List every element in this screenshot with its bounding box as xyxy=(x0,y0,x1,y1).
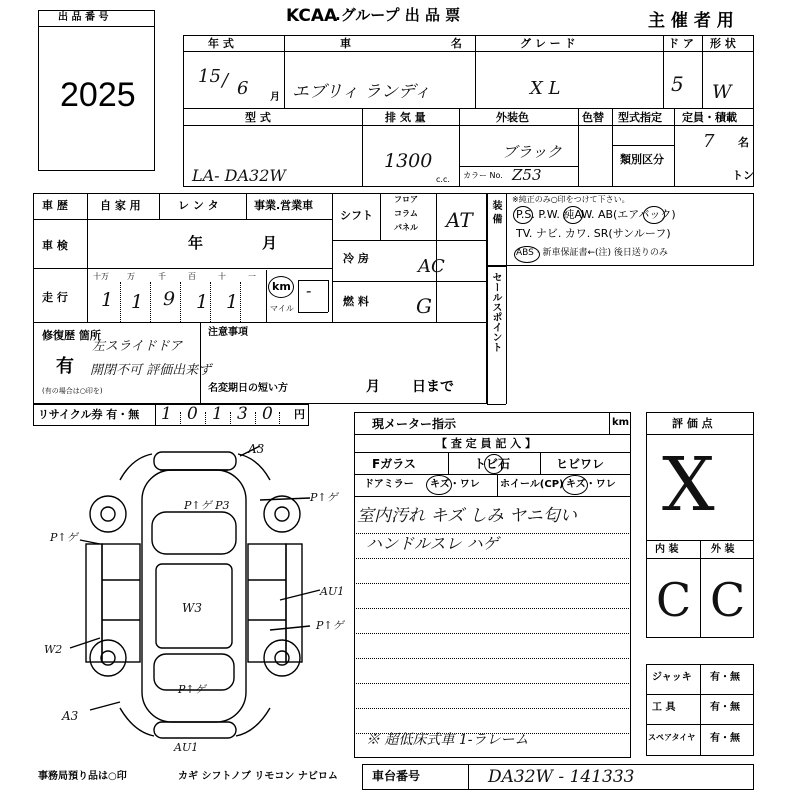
interior-value: C xyxy=(656,573,692,627)
car-damage-diagram xyxy=(60,440,360,760)
door-value: 5 xyxy=(671,72,684,96)
damage-mark-au1-rear: AU1 xyxy=(174,741,199,754)
year-column-header: 年 式 xyxy=(208,37,234,50)
recycle-unit: 円 xyxy=(294,408,305,421)
inspector-note-1: 室内汚れ キズ しみ ヤニ匂い xyxy=(357,506,577,526)
tool-label: 工 具 xyxy=(652,702,676,713)
shift-panel-option[interactable]: パネル xyxy=(394,223,418,232)
displacement-column-header: 排 気 量 xyxy=(385,111,426,124)
digit-label-10k: 万 xyxy=(127,272,135,281)
damage-mark-left-w2: W2 xyxy=(44,643,63,656)
office-items: カギ シフトノブ リモコン ナビロム xyxy=(178,771,338,782)
color-no-value: Z53 xyxy=(512,166,542,184)
fuel-value: G xyxy=(416,294,432,318)
class-header: 類別区分 xyxy=(620,153,664,166)
history-label: 車 歴 xyxy=(42,199,68,212)
mileage-label: 走 行 xyxy=(42,291,68,304)
digit-label-10: 十 xyxy=(218,272,226,281)
spare-tire-status[interactable]: 有・無 xyxy=(710,733,740,744)
color-value: ブラック xyxy=(502,143,562,161)
attention-label: 注意事項 xyxy=(208,327,248,338)
car-left-side xyxy=(102,544,140,662)
damage-mark-a3-top: A3 xyxy=(248,442,265,456)
jack-status[interactable]: 有・無 xyxy=(710,672,740,683)
name-column-header: 車 名 xyxy=(340,37,510,50)
wheel-label: ホイール(CP) xyxy=(500,479,564,490)
name-change-month: 月 xyxy=(366,379,380,395)
chip-label: トビ石 xyxy=(474,457,511,471)
fuel-label: 燃 料 xyxy=(343,295,369,308)
wheel-rear-right xyxy=(264,640,300,676)
brand-logo: KCAA xyxy=(286,6,338,26)
recycle-digit-2: 0 xyxy=(187,404,198,424)
mileage-digit-3: 9 xyxy=(163,288,176,310)
repair-history-label: 修復歴 箇所 xyxy=(42,329,101,342)
damage-mark-a3-rear: A3 xyxy=(62,709,79,723)
km-unit: km xyxy=(272,280,291,293)
door-column-header: ド ア xyxy=(668,37,694,50)
mile-unit: マイル xyxy=(270,304,294,313)
damage-mark-left-side: P↑ゲ xyxy=(50,531,78,544)
repair-location-2: 開閉不可 評価出来ず xyxy=(90,363,212,378)
month-value: 6 xyxy=(237,78,249,99)
model-column-header: 型 式 xyxy=(245,111,271,124)
rating-value: X xyxy=(662,442,715,528)
windshield-label: Fガラス xyxy=(372,457,416,471)
chassis-value: DA32W - 141333 xyxy=(488,767,635,787)
shape-value: W xyxy=(712,81,732,103)
organizer-label: 主 催 者 用 xyxy=(648,11,734,31)
mileage-digit-2: 1 xyxy=(131,291,144,313)
shaken-year-unit: 年 xyxy=(188,234,204,252)
shaken-month-unit: 月 xyxy=(262,234,278,252)
equipment-line-2: TV. ナビ. カワ. SR(サンルーフ) xyxy=(516,227,671,240)
lot-number: 2025 xyxy=(60,76,136,114)
inspector-title: 【 査 定 員 記 入 】 xyxy=(436,437,536,450)
capacity-value: 7 xyxy=(703,131,715,152)
repair-note-small: (有の場合は○印を) xyxy=(42,387,103,395)
car-name-value: エブリィ ランディ xyxy=(292,82,431,102)
month-unit: 月 xyxy=(270,92,280,103)
spare-tire-label: スペアタイヤ xyxy=(648,733,696,742)
recycle-digit-3: 1 xyxy=(212,404,223,424)
displacement-unit: c.c. xyxy=(436,175,450,184)
digit-label-100k: 十万 xyxy=(93,272,109,281)
damage-mark-roof-front: P↑ゲ P3 xyxy=(184,499,230,512)
chassis-label: 車台番号 xyxy=(372,769,421,783)
crack-label: ヒビワレ xyxy=(556,457,605,471)
year-slash: / xyxy=(222,70,229,91)
digit-label-1: 一 xyxy=(248,272,256,281)
damage-mark-right-rear: P↑ゲ xyxy=(316,619,344,632)
business-option[interactable]: 事業.営業車 xyxy=(254,199,314,212)
exterior-label: 外 装 xyxy=(711,544,735,555)
repair-location: 左スライドドア xyxy=(92,339,183,354)
shaken-label: 車 検 xyxy=(42,239,68,252)
mileage-digit-1: 1 xyxy=(101,289,114,311)
name-change-label: 名変期日の短い方 xyxy=(208,383,288,394)
digit-label-1k: 千 xyxy=(158,272,166,281)
color-column-header: 外装色 xyxy=(496,111,529,124)
inspector-note-2: ハンドルスレ ハゲ xyxy=(366,534,499,553)
shift-label: シフト xyxy=(340,209,373,222)
car-right-side xyxy=(248,544,286,662)
recycle-digit-4: 3 xyxy=(237,404,248,424)
grade-value: X L xyxy=(530,78,561,99)
load-unit: トン xyxy=(732,169,754,182)
wheel-state: キズ・ワレ xyxy=(566,479,616,490)
damage-mark-right-au1: AU1 xyxy=(320,585,345,598)
capacity-header: 定員・積載 xyxy=(682,111,737,124)
door-mirror-label: ドアミラー xyxy=(364,479,414,490)
displacement-value: 1300 xyxy=(384,150,433,172)
inspector-note-3: ※ 超低床式車 1-ラレーム xyxy=(366,732,529,748)
car-windshield xyxy=(152,512,236,554)
mirror-state: キズ・ワレ xyxy=(430,479,480,490)
damage-mark-roof-w3: W3 xyxy=(182,601,202,615)
equipment-line-3: ABS · 新車保証書←(注) 後日送りのみ xyxy=(516,248,668,258)
interior-label: 内 装 xyxy=(655,544,679,555)
wheel-rear-left xyxy=(90,640,126,676)
damage-mark-rear: P↑ゲ xyxy=(178,683,206,696)
capacity-unit: 名 xyxy=(738,136,749,149)
meter-unit: km xyxy=(612,417,630,428)
equipment-note: ※純正のみ○印をつけて下さい。 xyxy=(512,195,630,204)
shift-column-option[interactable]: コラム xyxy=(394,209,418,218)
private-use-option[interactable]: 自 家 用 xyxy=(100,199,141,212)
recycle-label: リサイクル券 有・無 xyxy=(38,408,140,421)
ac-value: AC xyxy=(418,256,445,277)
ac-label: 冷 房 xyxy=(343,252,369,265)
sales-point-label: セールスポイント xyxy=(490,272,501,352)
exterior-value: C xyxy=(710,573,746,627)
grade-column-header: グ レ ー ド xyxy=(520,37,576,50)
digit-label-100: 百 xyxy=(188,272,196,281)
recycle-digit-1: 1 xyxy=(161,404,172,424)
color-no-label: カラー No. xyxy=(463,171,503,180)
mileage-digit-4: 1 xyxy=(196,291,209,313)
shift-floor-option[interactable]: フロア xyxy=(394,195,418,204)
repair-status: 有 xyxy=(56,356,74,377)
shape-column-header: 形 状 xyxy=(710,37,736,50)
jack-label: ジャッキ xyxy=(652,672,692,683)
office-note: 事務局預り品は○印 xyxy=(38,771,127,782)
type-designation-header: 型式指定 xyxy=(618,111,662,124)
equipment-label: 装 備 xyxy=(490,200,501,224)
wheel-front-right xyxy=(264,496,300,532)
name-change-day: 日まで xyxy=(412,379,454,395)
rental-option[interactable]: レ ン タ xyxy=(178,199,219,212)
meter-label: 現メーター指示 xyxy=(372,417,457,431)
mile-mark: - xyxy=(306,281,312,300)
damage-mark-right-front: P↑ゲ xyxy=(310,491,338,504)
recycle-digit-5: 0 xyxy=(262,404,273,424)
rating-label: 評 価 点 xyxy=(672,417,713,430)
equipment-line-1: P.S. P.W. 純AW. AB(エアバック) xyxy=(516,208,676,221)
mileage-digit-5: 1 xyxy=(226,291,239,313)
shift-value: AT xyxy=(446,208,473,232)
wheel-front-left xyxy=(90,496,126,532)
repaint-column-header: 色替 xyxy=(582,111,604,124)
year-value: 15 xyxy=(198,66,221,87)
lot-number-label: 出 品 番 号 xyxy=(58,12,109,23)
tool-status[interactable]: 有・無 xyxy=(710,702,740,713)
model-value: LA- DA32W xyxy=(192,166,286,185)
page-title: .グループ 出 品 票 xyxy=(335,6,461,24)
